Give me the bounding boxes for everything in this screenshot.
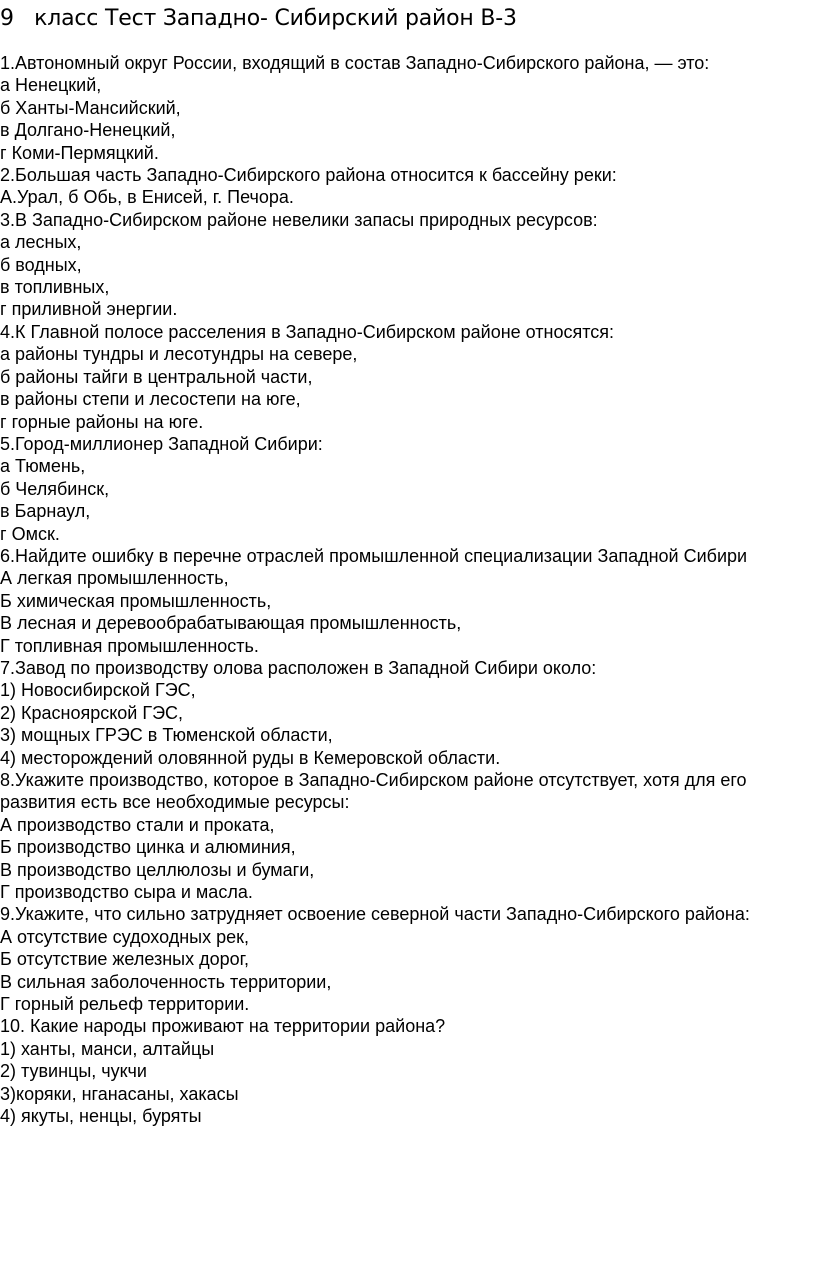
test-line: г приливной энергии. bbox=[0, 299, 178, 320]
test-line: Г производство сыра и масла. bbox=[0, 882, 253, 903]
test-line: 3.В Западно-Сибирском районе невелики запасы природных ресурсов: bbox=[0, 209, 598, 230]
test-line: В сильная заболоченность территории, bbox=[0, 971, 332, 992]
test-line: 4) месторождений оловянной руды в Кемеровской области. bbox=[0, 747, 501, 768]
test-line: Б химическая промышленность, bbox=[0, 590, 272, 611]
test-line: 1.Автономный округ России, входящий в состав Западно-Сибирского района, — это: bbox=[0, 53, 710, 73]
test-line: 5.Город-миллионер Западной Сибири: bbox=[0, 433, 323, 454]
test-line: а Ненецкий, bbox=[0, 75, 102, 96]
test-line: г горные районы на юге. bbox=[0, 411, 204, 432]
test-line: а Тюмень, bbox=[0, 456, 86, 477]
test-line: Г горный рельеф территории. bbox=[0, 994, 250, 1015]
test-line: г Омск. bbox=[0, 523, 60, 544]
test-line: 9.Укажите, что сильно затрудняет освоение северной части Западно-Сибирского района: bbox=[0, 904, 750, 925]
test-line: Б производство цинка и алюминия, bbox=[0, 837, 296, 858]
test-line: г Коми-Пермяцкий. bbox=[0, 142, 159, 163]
test-line: а лесных, bbox=[0, 232, 82, 253]
test-line: 4) якуты, ненцы, буряты bbox=[0, 1106, 202, 1127]
test-body bbox=[0, 52, 816, 1128]
test-line: 2.Большая часть Западно-Сибирского района относится к бассейну реки: bbox=[0, 165, 617, 186]
test-line: А.Урал, б Обь, в Енисей, г. Печора. bbox=[0, 187, 294, 208]
test-line: в Барнаул, bbox=[0, 501, 91, 522]
test-line: 10. Какие народы проживают на территории района? bbox=[0, 1016, 446, 1037]
test-line: б водных, bbox=[0, 254, 82, 275]
test-line: в топливных, bbox=[0, 277, 110, 298]
test-line: 3) мощных ГРЭС в Тюменской области, bbox=[0, 725, 333, 746]
test-line: 1) Новосибирской ГЭС, bbox=[0, 680, 196, 701]
test-line: в Долгано-Ненецкий, bbox=[0, 120, 176, 141]
test-line: 8.Укажите производство, которое в Западно-Сибирском районе отсутствует, хотя для его развития есть все необходимые ресурсы: bbox=[0, 770, 747, 813]
test-line: 3)коряки, нганасаны, хакасы bbox=[0, 1083, 239, 1104]
test-line: А производство стали и проката, bbox=[0, 814, 275, 835]
test-line: В производство целлюлозы и бумаги, bbox=[0, 859, 315, 880]
test-line: в районы степи и лесостепи на юге, bbox=[0, 389, 301, 410]
test-line: В лесная и деревообрабатывающая промышленность, bbox=[0, 613, 462, 634]
test-line: 4.К Главной полосе расселения в Западно-Сибирском районе относятся: bbox=[0, 321, 615, 342]
test-line: 2) тувинцы, чукчи bbox=[0, 1061, 147, 1082]
test-line: 1) ханты, манси, алтайцы bbox=[0, 1038, 215, 1059]
test-line: Г топливная промышленность. bbox=[0, 635, 259, 656]
test-line: 7.Завод по производству олова расположен в Западной Сибири около: bbox=[0, 657, 597, 678]
test-line: 6.Найдите ошибку в перечне отраслей промышленной специализации Западной Сибири bbox=[0, 545, 748, 566]
test-line: б районы тайги в центральной части, bbox=[0, 366, 313, 387]
test-line: б Челябинск, bbox=[0, 478, 110, 499]
test-line: б Ханты-Мансийский, bbox=[0, 97, 181, 118]
test-line: а районы тундры и лесотундры на севере, bbox=[0, 344, 358, 365]
test-line: 2) Красноярской ГЭС, bbox=[0, 702, 184, 723]
test-line: А легкая промышленность, bbox=[0, 568, 229, 589]
test-line: А отсутствие судоходных рек, bbox=[0, 926, 249, 947]
test-line: Б отсутствие железных дорог, bbox=[0, 949, 249, 970]
page-title: 9 класс Тест Западно- Сибирский район В-3 bbox=[0, 6, 517, 31]
